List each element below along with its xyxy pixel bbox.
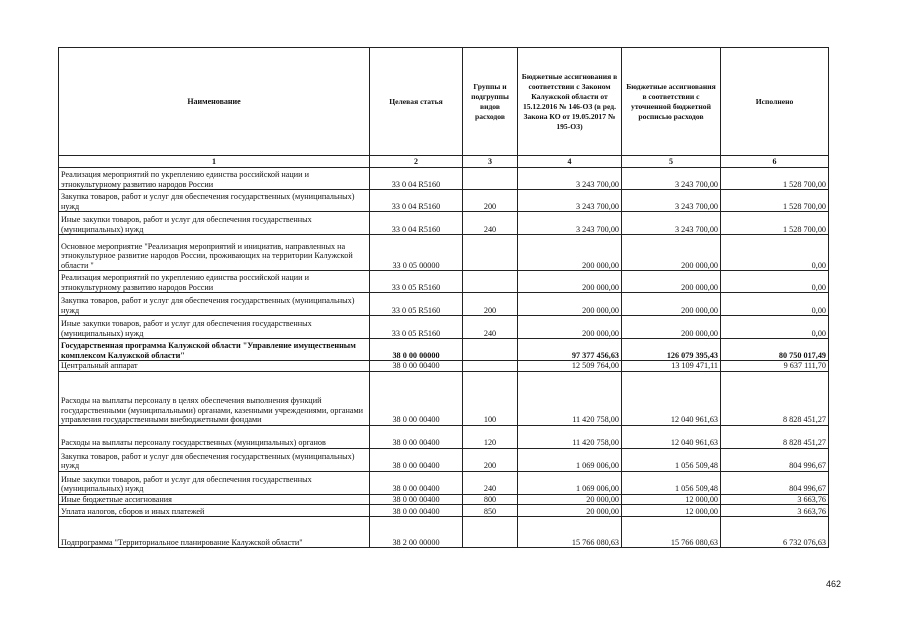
row-executed-amount: 0,00 [721, 271, 829, 293]
row-name: Подпрограмма "Территориальное планирование Калужской области" [59, 517, 370, 548]
table-row [59, 494, 829, 505]
row-target-article: 33 0 05 00000 [370, 235, 463, 271]
row-executed-amount: 804 996,67 [721, 471, 829, 494]
row-refined-amount: 3 243 700,00 [622, 190, 721, 212]
budget-table [58, 47, 829, 548]
row-executed-amount: 0,00 [721, 235, 829, 271]
row-expense-group: 200 [463, 190, 518, 212]
row-law-amount: 20 000,00 [518, 494, 622, 505]
row-refined-amount: 3 243 700,00 [622, 168, 721, 190]
row-refined-amount: 1 056 509,48 [622, 471, 721, 494]
row-refined-amount: 15 766 080,63 [622, 517, 721, 548]
header-law-allocations: Бюджетные ассигнования в соответствии с Законом Калужской области от 15.12.2016 № 146-ОЗ (в ред. Закона КО от 19.05.2017 № 195-ОЗ) [518, 48, 622, 156]
row-name: Реализация мероприятий по укреплению единства российской нации и этнокультурному развитию народов России [59, 271, 370, 293]
table-row [59, 505, 829, 517]
row-target-article: 33 0 05 R5160 [370, 271, 463, 293]
header-name: Наименование [59, 48, 370, 156]
row-expense-group [463, 271, 518, 293]
table-row [59, 371, 829, 425]
row-executed-amount: 0,00 [721, 293, 829, 316]
row-name: Иные закупки товаров, работ и услуг для обеспечения государственных (муниципальных) нужд [59, 316, 370, 339]
table-row [59, 339, 829, 361]
table-row [59, 190, 829, 212]
row-expense-group [463, 235, 518, 271]
row-law-amount: 12 509 764,00 [518, 361, 622, 372]
row-refined-amount: 1 056 509,48 [622, 448, 721, 471]
row-name: Государственная программа Калужской области "Управление имущественным комплексом Калужской области" [59, 339, 370, 361]
page-number: 462 [826, 579, 842, 589]
header-target-article: Целевая статья [370, 48, 463, 156]
row-refined-amount: 200 000,00 [622, 271, 721, 293]
header-refined-allocations: Бюджетные ассигнования в соответствии с уточненной бюджетной росписью расходов [622, 48, 721, 156]
row-target-article: 33 0 05 R5160 [370, 293, 463, 316]
row-refined-amount: 12 000,00 [622, 494, 721, 505]
row-law-amount: 15 766 080,63 [518, 517, 622, 548]
row-expense-group: 200 [463, 293, 518, 316]
row-law-amount: 200 000,00 [518, 293, 622, 316]
row-law-amount: 200 000,00 [518, 271, 622, 293]
column-number: 6 [721, 156, 829, 168]
row-expense-group: 800 [463, 494, 518, 505]
row-executed-amount: 804 996,67 [721, 448, 829, 471]
row-name: Закупка товаров, работ и услуг для обеспечения государственных (муниципальных) нужд [59, 448, 370, 471]
row-expense-group [463, 517, 518, 548]
row-name: Расходы на выплаты персоналу государственных (муниципальных) органов [59, 425, 370, 448]
row-target-article: 33 0 05 R5160 [370, 316, 463, 339]
table-row [59, 471, 829, 494]
column-number: 3 [463, 156, 518, 168]
row-executed-amount: 0,00 [721, 316, 829, 339]
header-expense-group: Группы и подгруппы видов расходов [463, 48, 518, 156]
header-row [59, 48, 829, 156]
row-refined-amount: 200 000,00 [622, 235, 721, 271]
table-row [59, 271, 829, 293]
row-expense-group [463, 339, 518, 361]
row-law-amount: 3 243 700,00 [518, 190, 622, 212]
column-number: 5 [622, 156, 721, 168]
row-refined-amount: 12 040 961,63 [622, 425, 721, 448]
column-number-row [59, 156, 829, 168]
row-executed-amount: 8 828 451,27 [721, 425, 829, 448]
row-expense-group: 240 [463, 212, 518, 235]
row-target-article: 33 0 04 R5160 [370, 190, 463, 212]
row-name: Закупка товаров, работ и услуг для обеспечения государственных (муниципальных) нужд [59, 293, 370, 316]
row-expense-group: 850 [463, 505, 518, 517]
row-law-amount: 3 243 700,00 [518, 168, 622, 190]
row-executed-amount: 80 750 017,49 [721, 339, 829, 361]
row-refined-amount: 12 000,00 [622, 505, 721, 517]
row-target-article: 38 2 00 00000 [370, 517, 463, 548]
row-executed-amount: 6 732 076,63 [721, 517, 829, 548]
table-row [59, 517, 829, 548]
row-refined-amount: 12 040 961,63 [622, 371, 721, 425]
row-law-amount: 1 069 006,00 [518, 448, 622, 471]
header-executed: Исполнено [721, 48, 829, 156]
row-target-article: 38 0 00 00400 [370, 471, 463, 494]
row-law-amount: 11 420 758,00 [518, 425, 622, 448]
row-executed-amount: 8 828 451,27 [721, 371, 829, 425]
row-law-amount: 20 000,00 [518, 505, 622, 517]
row-law-amount: 200 000,00 [518, 316, 622, 339]
table-row [59, 316, 829, 339]
table-body [59, 168, 829, 548]
row-expense-group: 240 [463, 471, 518, 494]
row-executed-amount: 1 528 700,00 [721, 212, 829, 235]
row-executed-amount: 3 663,76 [721, 505, 829, 517]
table-row [59, 235, 829, 271]
row-target-article: 38 0 00 00400 [370, 371, 463, 425]
row-law-amount: 11 420 758,00 [518, 371, 622, 425]
row-law-amount: 3 243 700,00 [518, 212, 622, 235]
row-expense-group: 240 [463, 316, 518, 339]
row-target-article: 38 0 00 00400 [370, 494, 463, 505]
row-target-article: 38 0 00 00000 [370, 339, 463, 361]
row-law-amount: 200 000,00 [518, 235, 622, 271]
row-name: Основное мероприятие "Реализация мероприятий и инициатив, направленных на этнокультурное развитие народов России, проживающих на территории Калужской области " [59, 235, 370, 271]
row-executed-amount: 3 663,76 [721, 494, 829, 505]
row-name: Центральный аппарат [59, 361, 370, 372]
table-row [59, 168, 829, 190]
row-target-article: 38 0 00 00400 [370, 361, 463, 372]
row-target-article: 38 0 00 00400 [370, 505, 463, 517]
row-law-amount: 97 377 456,63 [518, 339, 622, 361]
row-expense-group [463, 361, 518, 372]
row-name: Реализация мероприятий по укреплению единства российской нации и этнокультурному развитию народов России [59, 168, 370, 190]
row-expense-group [463, 168, 518, 190]
row-law-amount: 1 069 006,00 [518, 471, 622, 494]
table-row [59, 212, 829, 235]
row-executed-amount: 9 637 111,70 [721, 361, 829, 372]
row-target-article: 38 0 00 00400 [370, 448, 463, 471]
row-name: Иные закупки товаров, работ и услуг для обеспечения государственных (муниципальных) нужд [59, 212, 370, 235]
row-refined-amount: 3 243 700,00 [622, 212, 721, 235]
row-refined-amount: 13 109 471,11 [622, 361, 721, 372]
column-number: 2 [370, 156, 463, 168]
row-target-article: 33 0 04 R5160 [370, 168, 463, 190]
table-row [59, 448, 829, 471]
row-refined-amount: 200 000,00 [622, 316, 721, 339]
column-number: 1 [59, 156, 370, 168]
row-executed-amount: 1 528 700,00 [721, 190, 829, 212]
row-expense-group: 120 [463, 425, 518, 448]
table-row [59, 293, 829, 316]
row-name: Закупка товаров, работ и услуг для обеспечения государственных (муниципальных) нужд [59, 190, 370, 212]
row-name: Уплата налогов, сборов и иных платежей [59, 505, 370, 517]
row-expense-group: 100 [463, 371, 518, 425]
row-refined-amount: 200 000,00 [622, 293, 721, 316]
row-target-article: 33 0 04 R5160 [370, 212, 463, 235]
row-target-article: 38 0 00 00400 [370, 425, 463, 448]
column-number: 4 [518, 156, 622, 168]
row-name: Расходы на выплаты персоналу в целях обеспечения выполнения функций государственными (муниципальными) органами, казенными учреждениями, органами управления государственными внебюджетными фондами [59, 371, 370, 425]
row-name: Иные бюджетные ассигнования [59, 494, 370, 505]
table-row [59, 425, 829, 448]
row-refined-amount: 126 079 395,43 [622, 339, 721, 361]
table-row [59, 361, 829, 372]
row-name: Иные закупки товаров, работ и услуг для обеспечения государственных (муниципальных) нужд [59, 471, 370, 494]
row-executed-amount: 1 528 700,00 [721, 168, 829, 190]
row-expense-group: 200 [463, 448, 518, 471]
